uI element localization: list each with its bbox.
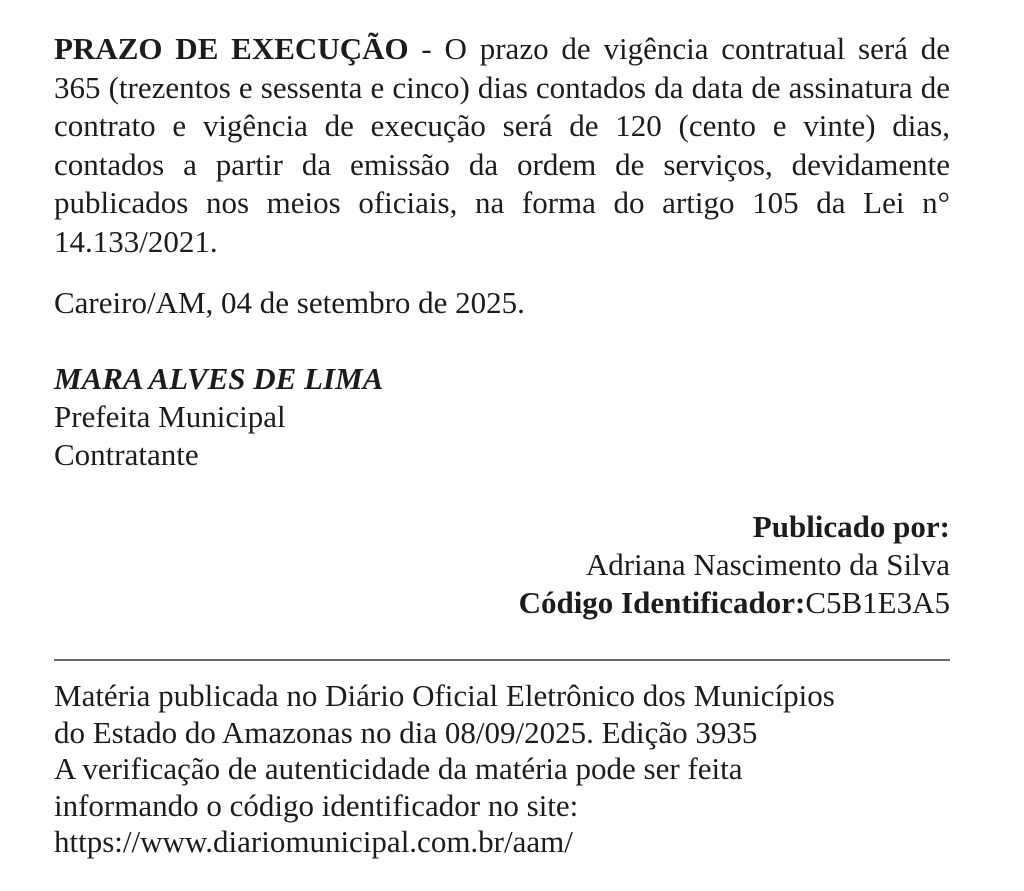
clause-heading: PRAZO DE EXECUÇÃO [54, 31, 409, 66]
footer-line: A verificação de autenticidade da matéria pode ser feita [54, 751, 743, 786]
identifier-code-label: Código Identificador: [518, 585, 806, 620]
clause-body: - O prazo de vigência contratual será de 365 (trezentos e sessenta e cinco) dias contados da data de assinatura de contrato e vigência de execução será de 120 (cento e vinte) dias, contados a partir da emissão da ordem de serviços, devidamente publicados nos meios oficiais, na forma do artigo 105 da Lei n° 14.133/2021. [54, 31, 951, 259]
verification-url: https://www.diariomunicipal.com.br/aam/ [54, 824, 573, 859]
footer-line: do Estado do Amazonas no dia 08/09/2025. Edição 3935 [54, 714, 758, 750]
signature-block [54, 360, 383, 474]
publication-footer [54, 678, 954, 861]
horizontal-divider [54, 659, 950, 661]
signatory-party: Contratante [54, 437, 199, 472]
signatory-role: Prefeita Municipal [54, 399, 286, 434]
publisher-name: Adriana Nascimento da Silva [585, 547, 950, 582]
place-and-date: Careiro/AM, 04 de setembro de 2025. [54, 285, 525, 320]
signatory-name: MARA ALVES DE LIMA [54, 361, 384, 396]
footer-line: Matéria publicada no Diário Oficial Eletrônico dos Municípios [54, 678, 835, 713]
published-by-label: Publicado por: [752, 509, 950, 544]
identifier-code-line [519, 584, 950, 622]
footer-line: informando o código identificador no site: [54, 787, 579, 823]
publication-block [519, 508, 950, 622]
execution-term-clause [54, 30, 950, 261]
identifier-code-value: C5B1E3A5 [805, 585, 950, 620]
